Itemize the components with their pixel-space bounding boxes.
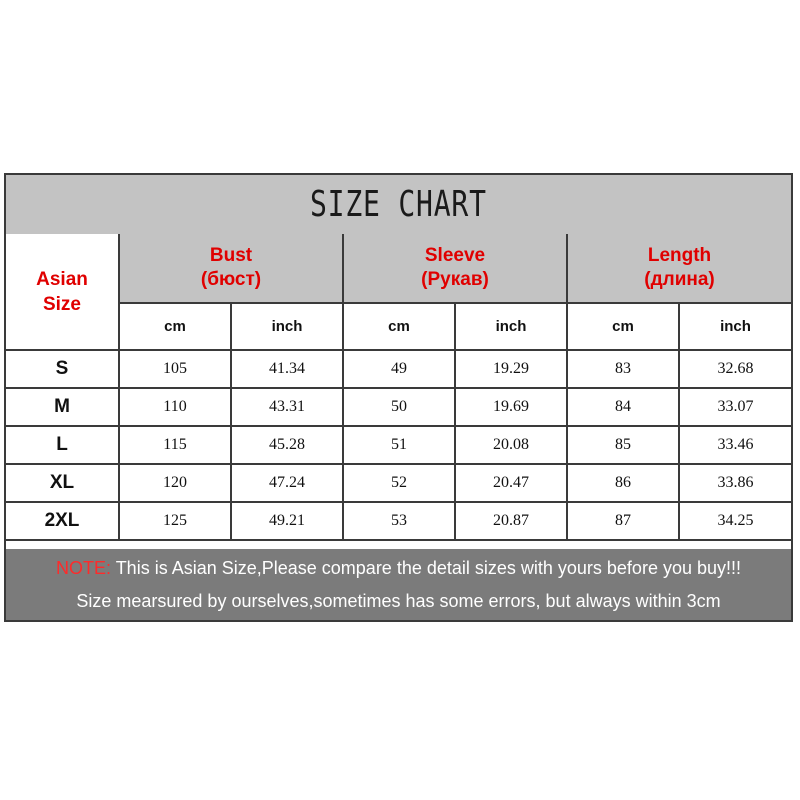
unit-header: cm — [343, 303, 455, 350]
value-cell: 120 — [119, 464, 231, 502]
unit-header: cm — [119, 303, 231, 350]
unit-header: cm — [567, 303, 679, 350]
value-cell: 43.31 — [231, 388, 343, 426]
table-row — [6, 464, 791, 502]
size-cell: 2XL — [6, 502, 119, 540]
note-area — [6, 549, 791, 620]
size-cell: S — [6, 350, 119, 388]
value-cell: 52 — [343, 464, 455, 502]
table-row — [6, 388, 791, 426]
value-cell: 19.69 — [455, 388, 567, 426]
unit-header: inch — [231, 303, 343, 350]
value-cell: 85 — [567, 426, 679, 464]
bust-label: Bust — [209, 245, 253, 266]
value-cell: 19.29 — [455, 350, 567, 388]
sleeve-sublabel: (Рукав) — [421, 269, 489, 290]
value-cell: 50 — [343, 388, 455, 426]
note-line-1 — [6, 558, 791, 579]
value-cell: 33.46 — [679, 426, 791, 464]
length-header — [567, 234, 791, 303]
asian-size-header — [6, 234, 119, 350]
bust-sublabel: (бюст) — [200, 269, 262, 290]
value-cell: 32.68 — [679, 350, 791, 388]
table-row — [6, 350, 791, 388]
note-label: NOTE: — [56, 558, 112, 578]
value-cell: 20.08 — [455, 426, 567, 464]
value-cell: 51 — [343, 426, 455, 464]
size-chart — [4, 173, 793, 622]
value-cell: 83 — [567, 350, 679, 388]
value-cell: 33.07 — [679, 388, 791, 426]
value-cell: 20.47 — [455, 464, 567, 502]
note-line-2: Size mearsured by ourselves,sometimes has some errors, but always within 3cm — [76, 591, 721, 611]
length-label: Length — [647, 245, 712, 266]
size-cell: L — [6, 426, 119, 464]
table-row — [6, 426, 791, 464]
sleeve-label: Sleeve — [424, 245, 486, 266]
bust-header — [119, 234, 343, 303]
group-header-row — [6, 234, 791, 303]
value-cell: 125 — [119, 502, 231, 540]
sleeve-header — [343, 234, 567, 303]
value-cell: 105 — [119, 350, 231, 388]
value-cell: 34.25 — [679, 502, 791, 540]
value-cell: 49 — [343, 350, 455, 388]
unit-header: inch — [679, 303, 791, 350]
value-cell: 115 — [119, 426, 231, 464]
asian-size-label-2: Size — [42, 293, 82, 315]
value-cell: 87 — [567, 502, 679, 540]
value-cell: 53 — [343, 502, 455, 540]
value-cell: 45.28 — [231, 426, 343, 464]
unit-header-row — [6, 303, 791, 350]
value-cell: 20.87 — [455, 502, 567, 540]
unit-header: inch — [455, 303, 567, 350]
size-cell: XL — [6, 464, 119, 502]
note-text: This is Asian Size,Please compare the detail sizes with yours before you buy!!! — [111, 558, 741, 578]
table-row — [6, 502, 791, 540]
value-cell: 84 — [567, 388, 679, 426]
asian-size-label-1: Asian — [36, 268, 88, 290]
value-cell: 110 — [119, 388, 231, 426]
value-cell: 41.34 — [231, 350, 343, 388]
value-cell: 33.86 — [679, 464, 791, 502]
chart-title: SIZE CHART — [310, 184, 487, 225]
title-bar — [6, 175, 791, 236]
size-cell: M — [6, 388, 119, 426]
length-sublabel: (длина) — [644, 269, 715, 290]
value-cell: 86 — [567, 464, 679, 502]
value-cell: 49.21 — [231, 502, 343, 540]
value-cell: 47.24 — [231, 464, 343, 502]
size-table — [6, 234, 791, 541]
